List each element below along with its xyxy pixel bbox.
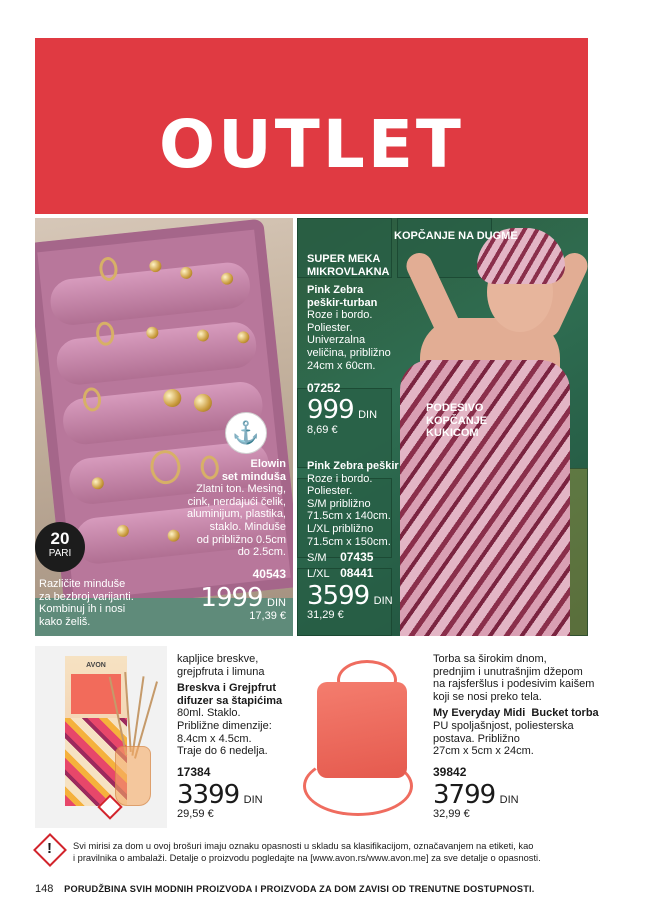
turban-price-eur: 8,69 €: [307, 424, 338, 436]
earrings-side-text: [39, 578, 134, 628]
earrings-side-line: Različite minduše: [39, 578, 126, 590]
earrings-name-line: Elowin: [250, 458, 286, 470]
earrings-side-line: Kombinuj ih i nosi: [39, 603, 126, 615]
hazard-text: [73, 840, 541, 864]
currency-label: DIN: [373, 595, 393, 607]
turban-desc-line: Poliester.: [307, 321, 353, 334]
diffuser-photo: [35, 646, 167, 828]
bag-photo: [297, 646, 423, 828]
currency-label: DIN: [243, 794, 263, 806]
adjustable-tag-line: PODESIVO: [426, 402, 484, 414]
towel-price-value: 3599: [307, 581, 370, 611]
towel-desc-line: S/M približno: [307, 497, 371, 510]
avon-logo: AVON: [86, 662, 106, 669]
towel-tag-top: KOPČANJE NA DUGME: [394, 230, 518, 242]
earrings-price-value: 1999: [200, 583, 263, 613]
hazard-exclamation: !: [47, 840, 52, 857]
bag-intro-line: na rajsferšlus i podesivim kaišem: [433, 678, 595, 691]
towel-headline-line: SUPER MEKA: [307, 253, 381, 265]
earrings-desc-line: Zlatni ton. Mesing,: [196, 483, 286, 496]
hazard-text-line: i pravilnika o ambalaži. Detalje o proizvodu pogledajte na [www.avon.rs/www.avon.me] za sve detalje o opasnosti.: [73, 853, 541, 863]
diffuser-desc-line: 80ml. Staklo.: [177, 707, 241, 720]
diffuser-name-line: Breskva i Grejpfrut: [177, 682, 277, 695]
currency-label: DIN: [267, 597, 286, 609]
currency-label: DIN: [358, 409, 378, 421]
page-title: OUTLET: [159, 106, 464, 183]
pairs-count: 20: [50, 529, 70, 548]
bag-description: [433, 653, 599, 758]
hazard-text-line: Svi mirisi za dom u ovoj brošuri imaju oznaku opasnosti u skladu sa klasifikacijom, označavanjem na etiketi, kao: [73, 841, 534, 851]
diffuser-price-value: 3399: [177, 780, 240, 810]
diffuser-desc-line: 8.4cm x 4.5cm.: [177, 732, 252, 745]
size-label: S/M: [307, 552, 327, 564]
towel-desc-line: 71.5cm x 140cm.: [307, 510, 391, 523]
diffuser-code: 17384: [177, 765, 211, 779]
availability-notice: PORUDŽBINA SVIH MODNIH PROIZVODA I PROIZVODA ZA DOM ZAVISI OD TRENUTNE DOSTUPNOSTI.: [64, 884, 535, 894]
bag-desc-line: postava. Približno: [433, 732, 520, 745]
turban-desc-line: Univerzalna: [307, 334, 366, 347]
earrings-desc-line: aluminijum, plastika,: [186, 508, 286, 521]
size-code: 08441: [340, 566, 374, 580]
adjustable-tag-line: KUKICOM: [426, 427, 479, 439]
towel-desc-line: 71.5cm x 150cm.: [307, 535, 391, 548]
bag-intro-line: prednjim i unutrašnjim džepom: [433, 665, 583, 678]
pairs-badge: [35, 522, 85, 572]
towel-desc-line: Roze i bordo.: [307, 472, 373, 485]
hazard-warning: [35, 834, 588, 874]
size-row: [307, 550, 373, 566]
towel-desc-line: Poliester.: [307, 485, 353, 498]
towel-price-eur: 31,29 €: [307, 609, 344, 621]
outlet-banner: [35, 38, 588, 214]
turban-code: 07252: [307, 381, 341, 395]
turban-price-value: 999: [307, 395, 354, 425]
turban-desc-line: veličina, približno: [307, 346, 391, 359]
towel-name: Pink Zebra peškir: [307, 460, 399, 472]
diffuser-intro-line: grejpfruta i limuna: [177, 665, 265, 678]
bag-name: My Everyday Midi Bucket torba: [433, 707, 599, 720]
diffuser-bottle: [115, 746, 151, 806]
bag-price-eur: 32,99 €: [433, 808, 470, 820]
size-code: 07435: [340, 550, 374, 564]
bag-intro-line: koji se nosi preko tela.: [433, 690, 542, 703]
diffuser-name-line: difuzer sa štapićima: [177, 694, 283, 707]
turban-name-line: peškir-turban: [307, 296, 378, 309]
diffuser-intro-line: kapljice breskve,: [177, 653, 259, 665]
page-footer: [35, 883, 535, 896]
diffuser-description: [177, 653, 282, 758]
diffuser-price-eur: 29,59 €: [177, 808, 214, 820]
turban-name-line: Pink Zebra: [307, 284, 364, 296]
bag-price: [433, 781, 519, 809]
bucket-bag: [317, 682, 407, 778]
bag-price-value: 3799: [433, 780, 496, 810]
bag-code: 39842: [433, 765, 467, 779]
towel-price: [307, 582, 393, 610]
earrings-desc-line: cink, nerdajući čelik,: [187, 495, 286, 508]
earrings-side-line: kako želiš.: [39, 615, 91, 628]
diffuser-price: [177, 781, 263, 809]
towel-headline-line: MIKROVLAKNA: [307, 266, 390, 278]
towel-size-codes: [307, 550, 373, 582]
earrings-desc-line: staklo. Minduše: [209, 520, 286, 533]
page-number: 148: [35, 883, 54, 895]
earrings-desc-line: do 2.5cm.: [237, 546, 286, 559]
diffuser-desc-line: Traje do 6 nedelja.: [177, 745, 268, 758]
earrings-desc-line: od približno 0.5cm: [196, 533, 286, 546]
adjustable-tag-line: KOPČANJE: [426, 414, 488, 427]
towel-headline: [307, 253, 390, 279]
turban-price: [307, 396, 377, 424]
turban-desc-line: 24cm x 60cm.: [307, 359, 376, 372]
diffuser-desc-line: Približne dimenzije:: [177, 719, 272, 732]
turban-description: [307, 284, 391, 372]
anchor-icon: ⚓: [225, 412, 267, 454]
currency-label: DIN: [499, 794, 519, 806]
earrings-price-eur: 17,39 €: [249, 610, 286, 622]
earrings-name-line: set minduša: [221, 470, 286, 483]
towel-description: [307, 460, 399, 548]
turban-desc-line: Roze i bordo.: [307, 309, 373, 322]
earrings-price: [180, 584, 286, 612]
earrings-side-line: za bezbroj varijanti.: [39, 590, 134, 603]
earrings-code: 40543: [252, 567, 286, 581]
bag-desc-line: PU spoljašnjost, poliesterska: [433, 719, 574, 732]
towel-desc-line: L/XL približno: [307, 522, 374, 535]
pairs-unit: PARI: [48, 548, 72, 559]
adjustable-tag: [426, 402, 487, 440]
bag-intro-line: Torba sa širokim dnom,: [433, 653, 547, 665]
bag-desc-line: 27cm x 5cm x 24cm.: [433, 745, 534, 758]
size-row: [307, 566, 373, 582]
earrings-description: [180, 458, 286, 559]
size-label: L/XL: [307, 568, 330, 580]
